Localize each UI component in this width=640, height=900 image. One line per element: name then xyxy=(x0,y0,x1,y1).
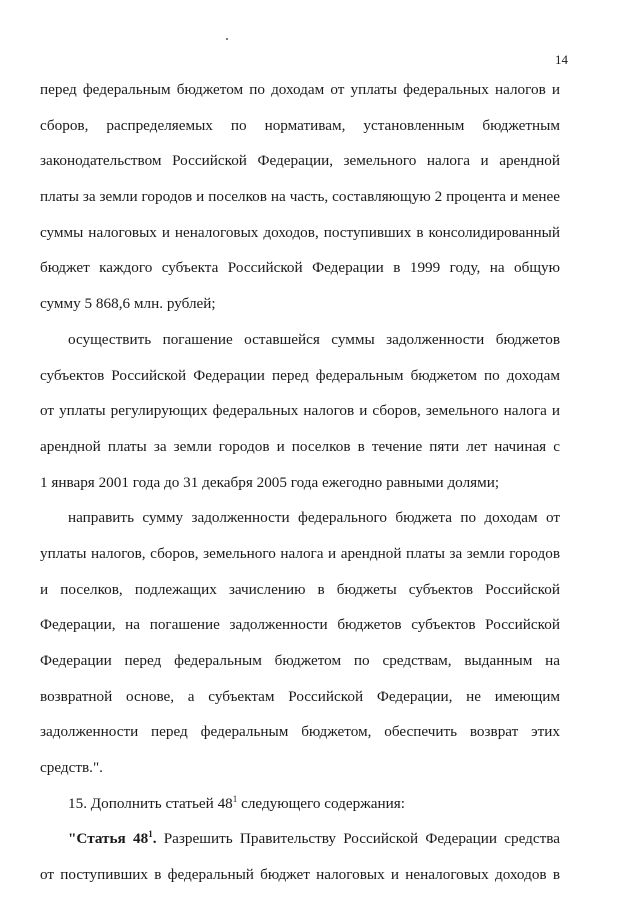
item-15-superscript: 1 xyxy=(232,793,238,804)
article-heading-line xyxy=(40,827,560,863)
text-line: арендной платы за земли городов и поселков в течение пяти лет начиная с xyxy=(40,437,560,455)
text-line: сумму 5 868,6 млн. рублей; xyxy=(40,295,216,313)
text-line: и поселков, подлежащих зачислению в бюджеты субъектов Российской xyxy=(40,580,560,598)
text-line: от уплаты регулирующих федеральных налогов и сборов, земельного налога и xyxy=(40,402,560,420)
paragraph-3 xyxy=(40,506,560,792)
document-body xyxy=(40,78,560,899)
text-line: уплаты налогов, сборов, земельного налога и арендной платы за земли городов xyxy=(40,544,560,562)
text-line: суммы налоговых и неналоговых доходов, поступивших в консолидированный xyxy=(40,223,560,241)
text-line: законодательством Российской Федерации, земельного налога и арендной xyxy=(40,152,560,170)
text-line: Федерации, на погашение задолженности бюджетов субъектов Российской xyxy=(40,616,560,634)
text-line: 1 января 2001 года до 31 декабря 2005 года ежегодно равными долями; xyxy=(40,473,500,491)
paragraph-2 xyxy=(40,328,560,506)
text-line: направить сумму задолженности федерального бюджета по доходам от xyxy=(68,509,560,527)
text-line: перед федеральным бюджетом по доходам от уплаты федеральных налогов и xyxy=(40,81,560,98)
text-line: от поступивших в федеральный бюджет налоговых и неналоговых доходов в xyxy=(40,866,560,884)
article-label-end: . xyxy=(152,830,157,848)
paragraph-1 xyxy=(40,78,560,328)
scan-speck xyxy=(226,38,228,40)
item-15-text-end: следующего содержания: xyxy=(237,794,405,812)
text-line: сборов, распределяемых по нормативам, установленным бюджетным xyxy=(40,116,560,134)
text-line: осуществить погашение оставшейся суммы задолженности бюджетов xyxy=(68,330,560,348)
item-15 xyxy=(40,792,560,828)
item-15-text: 15. Дополнить статьей 48 xyxy=(68,794,233,812)
article-label: "Статья 48 xyxy=(68,830,149,848)
article-superscript: 1 xyxy=(148,829,153,840)
text-line: задолженности перед федеральным бюджетом, обеспечить возврат этих xyxy=(40,723,560,741)
text-line: возвратной основе, а субъектам Российской Федерации, не имеющим xyxy=(40,687,560,705)
text-line: средств.". xyxy=(40,759,103,777)
article-text: Разрешить Правительству Российской Федерации средства xyxy=(163,830,560,848)
text-line: платы за земли городов и поселков на часть, составляющую 2 процента и менее xyxy=(40,188,560,206)
text-line: бюджет каждого субъекта Российской Федерации в 1999 году, на общую xyxy=(40,259,560,277)
text-line: субъектов Российской Федерации перед федеральным бюджетом по доходам xyxy=(40,366,560,384)
page-number: 14 xyxy=(555,52,568,67)
text-line: Федерации перед федеральным бюджетом по средствам, выданным на xyxy=(40,652,560,669)
